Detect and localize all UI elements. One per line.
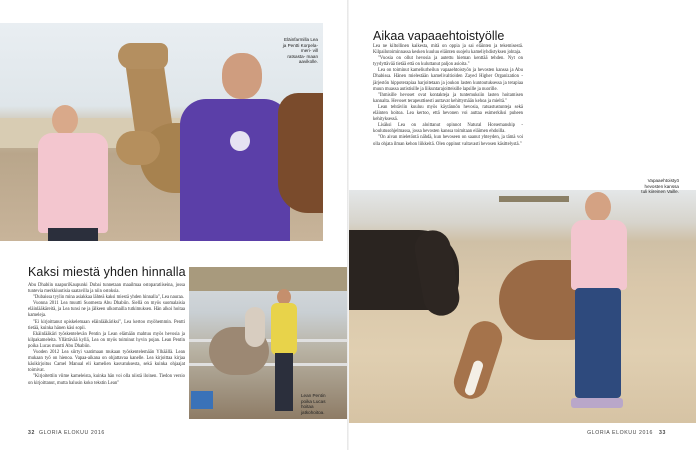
page-number: 32 xyxy=(28,430,35,436)
article-column-right xyxy=(373,44,523,148)
magazine-name: GLORIA ELOKUU 2016 xyxy=(38,430,105,436)
woman-head xyxy=(52,105,78,135)
camel-head-2 xyxy=(116,131,160,165)
sneakers xyxy=(571,398,623,408)
woman-right-head xyxy=(585,192,611,222)
page-footer-right xyxy=(587,430,666,436)
page-gutter xyxy=(347,0,349,450)
paragraph: "Vuosia on ollut hevosia ja autettu hieman kenttää tehden. Nyt on tyydyttävää tietää että on kuluttanut paljon asioita." xyxy=(373,56,523,68)
page-footer-left xyxy=(28,430,105,436)
article-heading-left: Kaksi miestä yhden hinnalla xyxy=(28,265,186,279)
photo-caption-middle: Lean Pentin poika Lucas hoitaa jatkohoitoa. xyxy=(301,393,326,415)
page-number: 33 xyxy=(659,430,666,436)
horse-head xyxy=(245,307,265,347)
stable-photo xyxy=(189,267,347,419)
man-shirt-logo xyxy=(230,131,250,151)
paragraph: Vuonna 2011 Lea muutti Suomesta Abu Dhabiin. Siellä on myös suomalaisia eläinlääkäreitä, ja Lea tunsi ne ja jälkeen ulkomailla tutkimuksen. Hän alkoi hoitaa kameleja. xyxy=(28,301,185,319)
paragraph: "Ihmisille hevoset ovat kontakteja ja tuntemuksiin lasten hoitamisen kannalta. Hevoset terapeuttisesti auttavat kehittymään kehoa ja mieltä." xyxy=(373,92,523,104)
photo-caption-top-left: Eläinfarmilla Lea ja Pentti Korpela-meri- vill ratsasta- maan aavikolle. xyxy=(282,37,318,65)
camel-head xyxy=(118,43,168,69)
camel-photo xyxy=(0,23,323,241)
woman-right-jeans xyxy=(575,288,621,398)
man-yellow-shirt xyxy=(271,303,297,355)
paragraph: "Dubaissa tyylin mina asiakkaa lähteä kaksi miestä yhden hinnalla", Lea nauraa. xyxy=(33,295,184,301)
stable-roof xyxy=(189,267,347,291)
paragraph: Ekäinlääkäri työskentelevän Pentin ja Lean elämään mahtuu myös hevosia ja kilpakameleita. Yllättävää kyllä, Lea on myös toiminut hyvin pojan. Lean Pentin poika Lucas muutti Abu Dhabiin. xyxy=(28,331,185,349)
distant-shelter xyxy=(499,196,569,202)
paragraph: "Ei kirjoittanut opiskelemaan eläinlääkäriksi", Lea kertoo myöhemmin. Pentti tietää, kuinka hänen käsi sopii. xyxy=(28,319,185,331)
paragraph: Abu Dhabiin naapuriKaupunki Dubai tunnetaan maailmaa ostoparatiiseina, jossa tuntevia merkkiuutisia saatavilla ja niin ostoksia. xyxy=(28,283,185,295)
paragraph: Lean tehtäviin kuuluu myös käytännön hevosia, ratsastustunteja sekä eläinten hoitoa. Lea kertoo, että hevonen voi auttaa esimerkiksi puheen kehityksessä. xyxy=(373,104,523,123)
article-column-left xyxy=(28,283,185,387)
photo-caption-right: Vapaaehtoistyö hevosten kanssa tuli kiireinen Vaille. xyxy=(641,178,679,195)
woman-right-shirt xyxy=(571,220,627,290)
horse-photo xyxy=(349,178,696,423)
article-heading-right: Aikaa vapaaehtoistyölle xyxy=(373,29,505,43)
brown-camel-right xyxy=(278,93,323,213)
paragraph: Lea ne kiltollinen kaikesta, mitä on oppia ja sai eläinten ja tekemisestä. Kilpailutoiminnassa kesken kuuluu eläinten suojelu kameliyhdistyksen johtaja. xyxy=(373,44,523,56)
man-shirt xyxy=(180,99,290,241)
woman-trousers xyxy=(48,228,98,241)
man-head xyxy=(222,53,262,99)
magazine-name: GLORIA ELOKUU 2016 xyxy=(587,430,653,436)
woman-shirt xyxy=(38,133,108,233)
blue-bucket xyxy=(191,391,213,409)
paragraph: Lea on toiminut kameliurheilun vapaaehtoistyön ja hevosten kanssa ja Abu Dhabissa. Hänen mielestään kamelivaltioiden Zayed Higher Organization -järjestön hippoterapiaa harjoitetaan ja joukon lasten kuntoutuksessa ja terapiaa muun muassa autistisille ja liikuntarajoitteisille lapsille ja nuorille. xyxy=(373,68,523,92)
paragraph: Lisäksi Lea on aloittanut opinnot Natural Horsemanship -koulutusohjelmassa, jossa hevosten kanssa toimitaan eläimen ehdoilla. xyxy=(373,123,523,135)
paragraph: "Kirjoitettiin viime kameleista, kuinka hän voi olla niistä iloinen. Tiedon versio on kirjoittanut, mutta halusin koko tekstin Lean" xyxy=(28,374,185,386)
paragraph: Vuoden 2012 Lea siirtyi vaatimaan mukaan työskentelemään Ylhäällä. Lean mukaan työ on hienoa. Vapaa-aikana on ohjattavaa kanelle. Lea kirjoittaa kirjaa käsikirjoitus Camel Manual eli kamelien kasvatuksesta, sekä kuinka ohjaajat toimivat. xyxy=(28,350,185,374)
paragraph: "On aivan mieletöntä nähdä, kun hevoseen on saanut yhteyden, ja tämä voi olla ohjata ilman kehon liikkeitä. Olen oppinut valtavasti hevosen käsittelystä." xyxy=(373,135,523,147)
man-yellow-trousers xyxy=(275,353,293,411)
